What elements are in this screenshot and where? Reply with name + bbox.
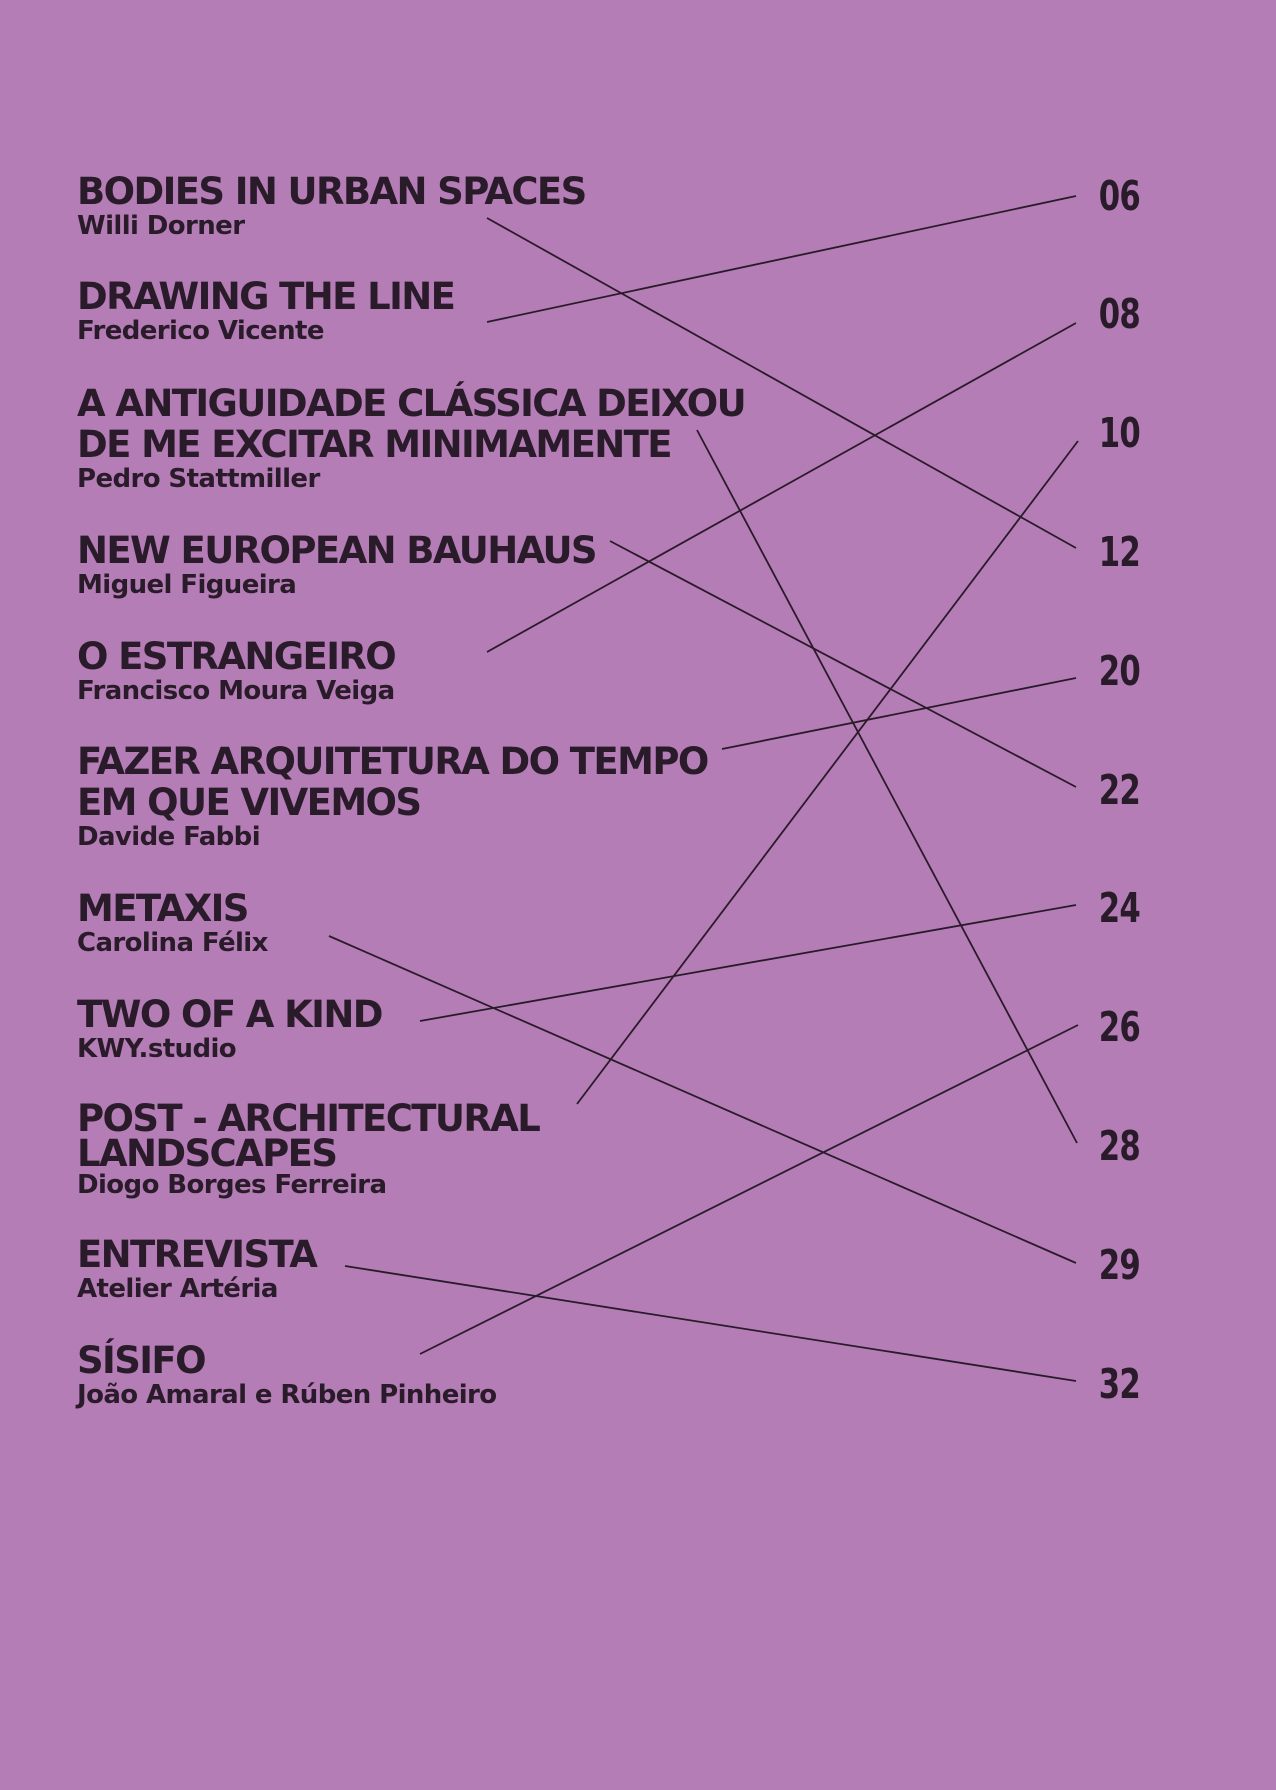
page-number: 06 bbox=[1098, 172, 1140, 220]
entry-title: NEW EUROPEAN BAUHAUS bbox=[77, 529, 596, 572]
entry-title: SÍSIFO bbox=[77, 1339, 205, 1382]
toc-entry bbox=[77, 1340, 497, 1409]
entry-title: TWO OF A KIND bbox=[77, 993, 382, 1036]
entry-author: Francisco Moura Veiga bbox=[77, 676, 395, 706]
entry-title: BODIES IN URBAN SPACES bbox=[77, 170, 586, 213]
page-number: 32 bbox=[1098, 1360, 1140, 1408]
page-number: 29 bbox=[1098, 1241, 1140, 1289]
connector-line bbox=[420, 905, 1076, 1021]
entry-author: Davide Fabbi bbox=[77, 822, 261, 852]
entry-title: EM QUE VIVEMOS bbox=[77, 781, 421, 824]
entry-author: Atelier Artéria bbox=[77, 1274, 278, 1304]
entry-author: Frederico Vicente bbox=[77, 316, 324, 346]
entry-author: Pedro Stattmiller bbox=[77, 464, 320, 494]
page-number: 22 bbox=[1098, 766, 1140, 814]
toc-entry bbox=[77, 530, 596, 599]
toc-entry bbox=[77, 888, 268, 957]
toc-entry bbox=[77, 994, 382, 1063]
entry-author: Diogo Borges Ferreira bbox=[77, 1170, 387, 1200]
entry-title: DE ME EXCITAR MINIMAMENTE bbox=[77, 423, 671, 466]
entry-title: O ESTRANGEIRO bbox=[77, 635, 396, 678]
connector-line bbox=[722, 678, 1076, 749]
entry-title: POST - ARCHITECTURAL bbox=[77, 1097, 540, 1140]
toc-entry bbox=[77, 276, 454, 345]
entry-title: LANDSCAPES bbox=[77, 1132, 337, 1175]
entry-title: METAXIS bbox=[77, 887, 248, 930]
entry-title: ENTREVISTA bbox=[77, 1233, 317, 1276]
page-number: 10 bbox=[1098, 409, 1140, 457]
toc-entry bbox=[77, 171, 586, 240]
entry-author: Willi Dorner bbox=[77, 211, 245, 241]
toc-entry bbox=[77, 383, 745, 493]
connector-line bbox=[697, 430, 1077, 1143]
entry-author: Carolina Félix bbox=[77, 928, 268, 958]
entry-title: DRAWING THE LINE bbox=[77, 275, 455, 318]
toc-entry bbox=[77, 1234, 316, 1303]
page-number: 12 bbox=[1098, 528, 1140, 576]
page-number: 08 bbox=[1098, 290, 1140, 338]
page-number: 24 bbox=[1098, 884, 1140, 932]
page-number: 26 bbox=[1098, 1003, 1140, 1051]
toc-entry bbox=[77, 636, 395, 705]
toc-entry bbox=[77, 1097, 540, 1200]
entry-author: KWY.studio bbox=[77, 1034, 237, 1064]
entry-title: FAZER ARQUITETURA DO TEMPO bbox=[77, 740, 708, 783]
entry-author: João Amaral e Rúben Pinheiro bbox=[77, 1380, 497, 1410]
page-number: 20 bbox=[1098, 647, 1140, 695]
toc-entry bbox=[77, 741, 708, 851]
entry-author: Miguel Figueira bbox=[77, 570, 297, 600]
page-number: 28 bbox=[1098, 1122, 1140, 1170]
entry-title: A ANTIGUIDADE CLÁSSICA DEIXOU bbox=[77, 382, 746, 425]
